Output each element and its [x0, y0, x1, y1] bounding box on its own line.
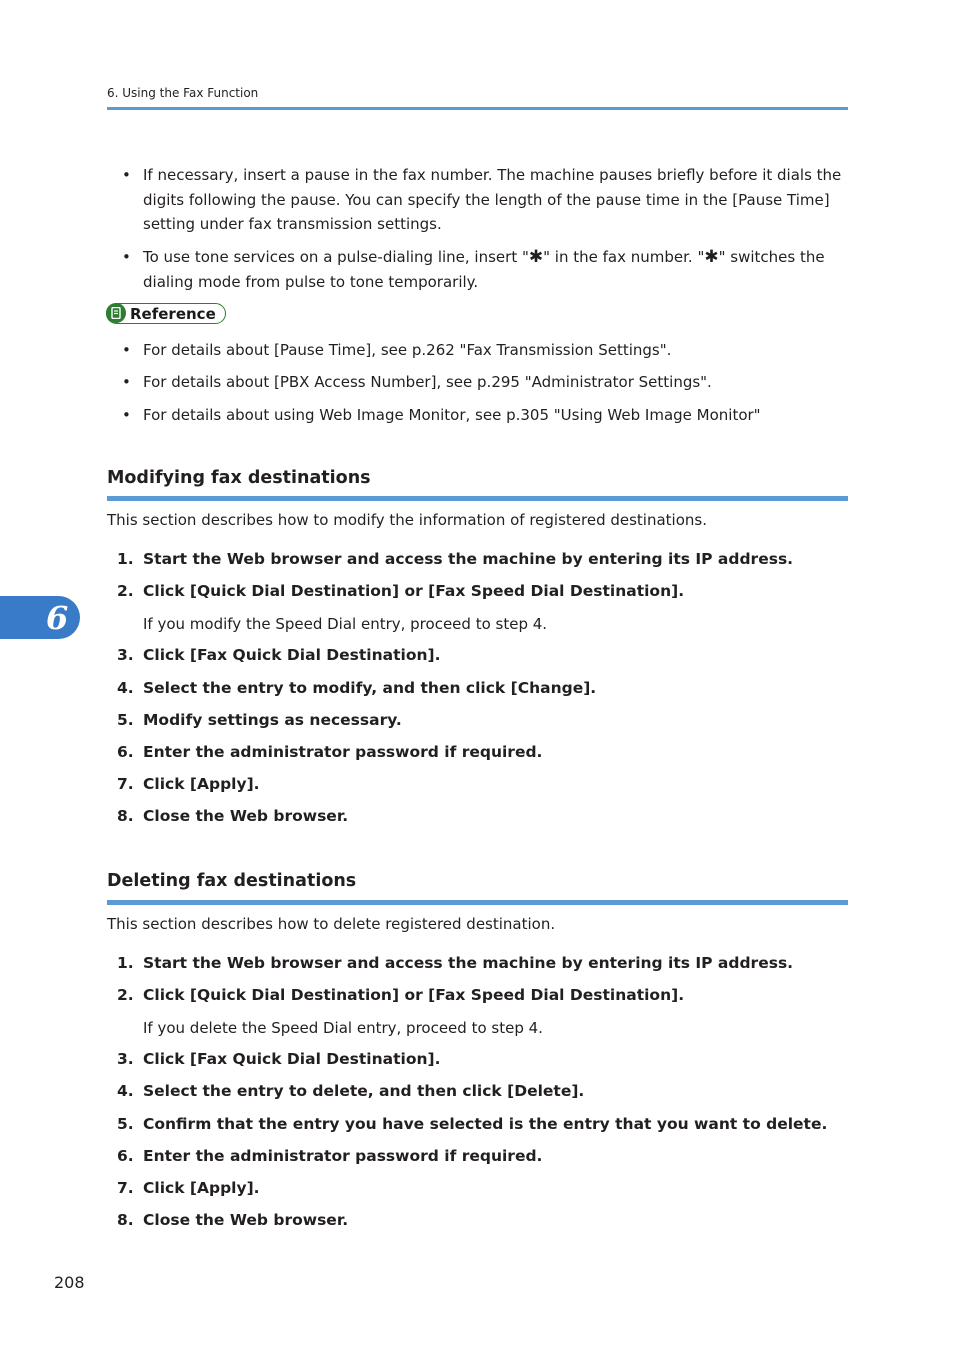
section-title: Deleting fax destinations	[107, 871, 357, 891]
note-text	[143, 245, 847, 294]
bullet-glyph: •	[122, 406, 131, 424]
reference-text: For details about using Web Image Monitor, see p.305 "Using Web Image Monitor"	[143, 406, 761, 424]
step-text: Select the entry to modify, and then click [Change].	[143, 679, 597, 697]
step-text: Start the Web browser and access the machine by entering its IP address.	[143, 954, 794, 972]
step-number: 3.	[117, 646, 134, 664]
step-note: If you delete the Speed Dial entry, proceed to step 4.	[143, 1019, 543, 1037]
chapter-tab	[0, 596, 80, 639]
section-rule	[107, 900, 848, 905]
step-text: Start the Web browser and access the machine by entering its IP address.	[143, 550, 794, 568]
reference-badge	[106, 303, 226, 324]
reference-label: Reference	[130, 305, 216, 323]
step-number: 6.	[117, 743, 134, 761]
star-key-icon: ✱	[528, 247, 544, 267]
star-key-icon: ✱	[704, 247, 719, 267]
bullet-glyph: •	[122, 373, 131, 391]
step-number: 5.	[117, 1115, 134, 1133]
step-text: Enter the administrator password if required.	[143, 743, 543, 761]
header-rule	[107, 107, 848, 110]
page-number: 208	[54, 1273, 85, 1292]
section-intro: This section describes how to delete registered destination.	[107, 915, 556, 933]
step-text: Click [Fax Quick Dial Destination].	[143, 1050, 441, 1068]
running-header: 6. Using the Fax Function	[107, 86, 259, 100]
note-text: If necessary, insert a pause in the fax number. The machine pauses briefly before it dials the digits following the pause. You can specify the length of the pause time in the [Pause Time] setting under fax transmission settings.	[143, 166, 842, 233]
step-number: 6.	[117, 1147, 134, 1165]
step-number: 4.	[117, 1082, 134, 1100]
step-text: Click [Quick Dial Destination] or [Fax Speed Dial Destination].	[143, 582, 685, 600]
step-number: 4.	[117, 679, 134, 697]
reference-text: For details about [Pause Time], see p.262 "Fax Transmission Settings".	[143, 341, 672, 359]
step-text: Click [Quick Dial Destination] or [Fax Speed Dial Destination].	[143, 986, 685, 1004]
step-number: 1.	[117, 550, 134, 568]
step-text: Close the Web browser.	[143, 1211, 349, 1229]
step-number: 7.	[117, 775, 134, 793]
step-text: Enter the administrator password if required.	[143, 1147, 543, 1165]
bullet-glyph: •	[122, 248, 131, 266]
step-text: Close the Web browser.	[143, 807, 349, 825]
step-text: Click [Apply].	[143, 1179, 260, 1197]
section-intro: This section describes how to modify the information of registered destinations.	[107, 511, 707, 529]
step-text: Click [Fax Quick Dial Destination].	[143, 646, 441, 664]
bullet-glyph: •	[122, 166, 131, 184]
step-number: 1.	[117, 954, 134, 972]
book-icon	[106, 303, 126, 323]
note-text-middle: " in the fax number. "	[543, 248, 705, 266]
step-number: 2.	[117, 986, 134, 1004]
reference-text: For details about [PBX Access Number], see p.295 "Administrator Settings".	[143, 373, 712, 391]
step-number: 7.	[117, 1179, 134, 1197]
section-rule	[107, 496, 848, 501]
step-number: 2.	[117, 582, 134, 600]
note-text-prefix: To use tone services on a pulse-dialing line, insert "	[143, 248, 529, 266]
step-text: Select the entry to delete, and then click [Delete].	[143, 1082, 585, 1100]
step-number: 8.	[117, 807, 134, 825]
chapter-number: 6	[46, 599, 69, 637]
step-text: Confirm that the entry you have selected is the entry that you want to delete.	[143, 1115, 828, 1133]
step-text: Modify settings as necessary.	[143, 711, 402, 729]
step-number: 3.	[117, 1050, 134, 1068]
section-title: Modifying fax destinations	[107, 468, 371, 488]
step-number: 5.	[117, 711, 134, 729]
bullet-glyph: •	[122, 341, 131, 359]
step-number: 8.	[117, 1211, 134, 1229]
step-note: If you modify the Speed Dial entry, proceed to step 4.	[143, 615, 548, 633]
step-text: Click [Apply].	[143, 775, 260, 793]
note-text-suffix: " switches the dialing mode from pulse to tone temporarily.	[143, 248, 825, 291]
